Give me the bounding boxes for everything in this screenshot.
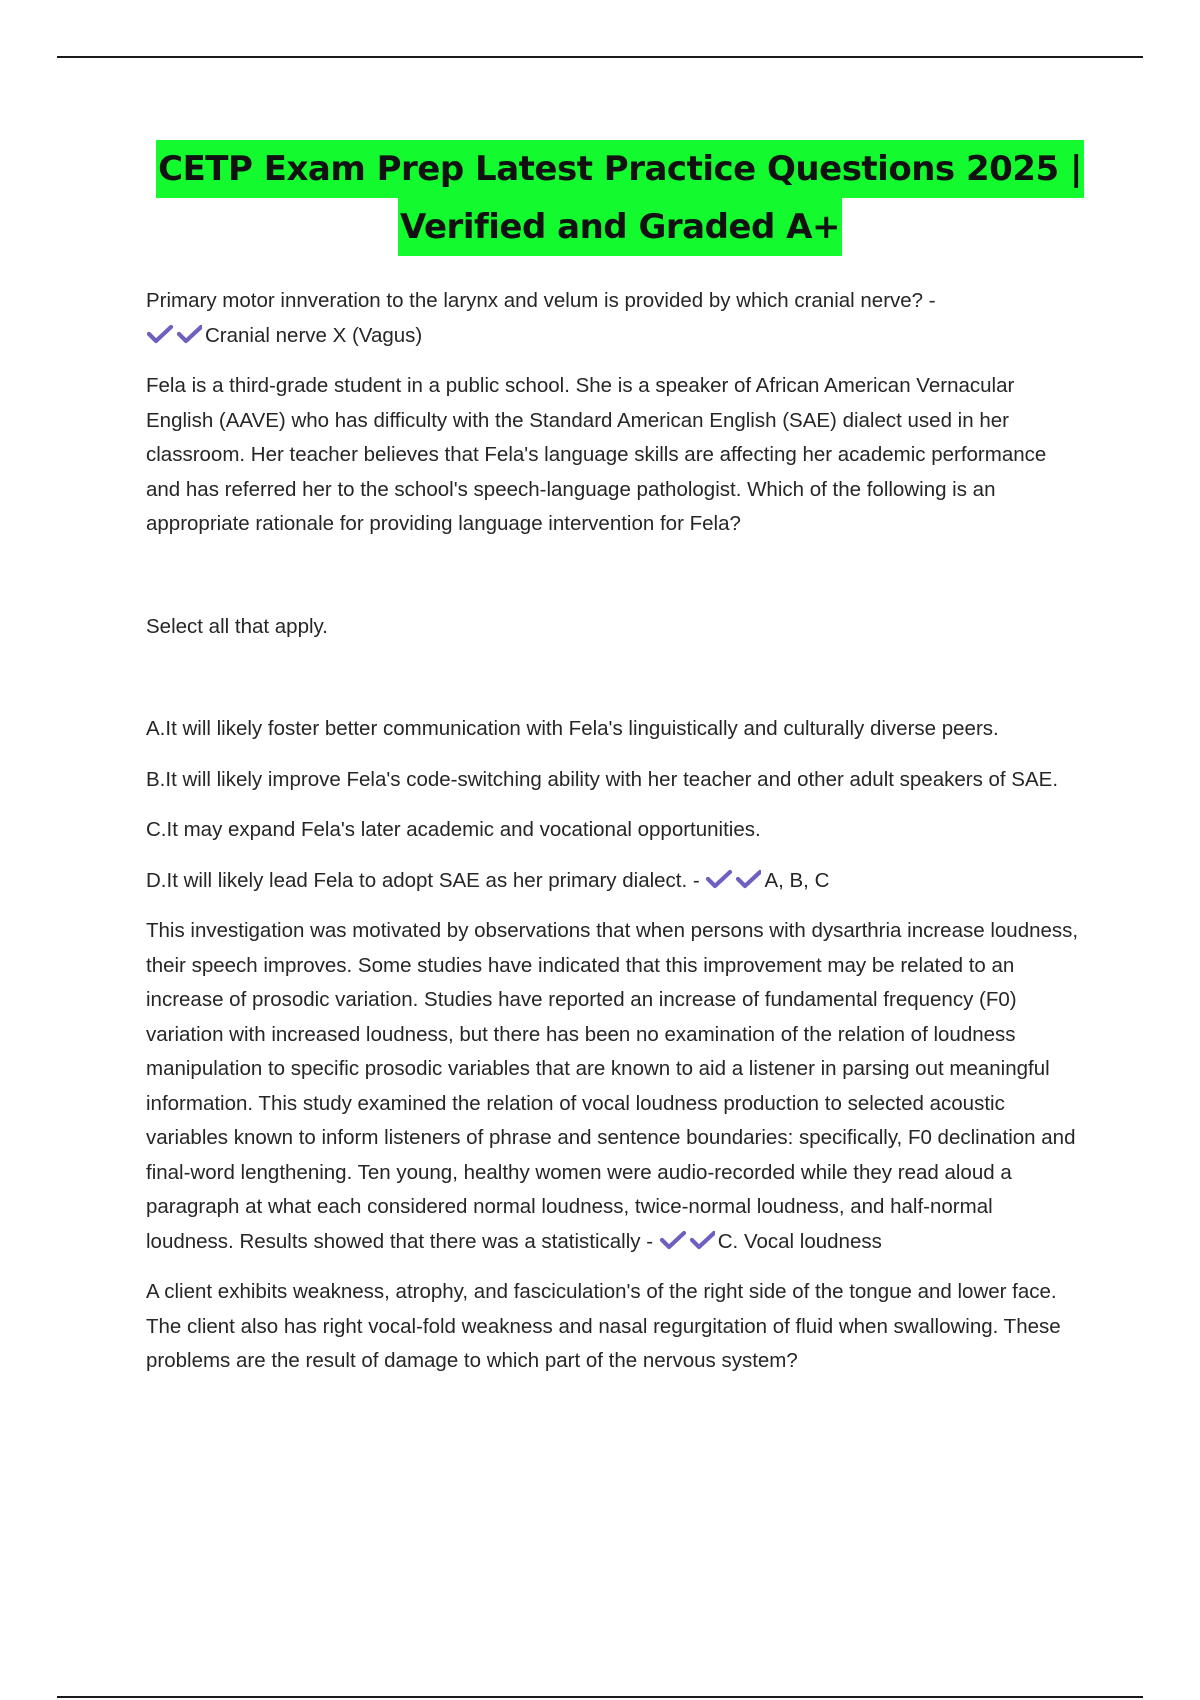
question-2-option-d [146, 864, 1086, 899]
question-4: A client exhibits weakness, atrophy, and fasciculation's of the right side of the tongue and lower face. The client also has right vocal-fold weakness and nasal regurgitation of fluid when swallowing. These problems are the result of damage to which part of the nervous system? [146, 1280, 1061, 1372]
question-1-answer [146, 324, 422, 347]
question-2-instruction: Select all that apply. [146, 614, 328, 638]
question-2-answer-text: A, B, C [764, 868, 830, 892]
top-rule [57, 56, 1143, 58]
question-3 [146, 914, 1086, 1259]
question-1 [146, 284, 1086, 353]
question-1-answer-text: Cranial nerve X (Vagus) [205, 323, 423, 347]
questions-body [146, 284, 1086, 1395]
question-2-option-c: C.It may expand Fela's later academic and vocational opportunities. [146, 818, 761, 841]
title-line-1: CETP Exam Prep Latest Practice Questions 2025 | [156, 140, 1084, 198]
checkmark-icon [146, 323, 202, 345]
checkmark-icon [705, 868, 761, 890]
question-3-answer [659, 1230, 882, 1253]
question-2-stem: Fela is a third-grade student in a public school. She is a speaker of African American Vernacular English (AAVE) who has difficulty with the Standard American English (SAE) dialect used in her classroom. Her teacher believes that Fela's language skills are affecting her academic performance and has referred her to the school's speech-language pathologist. Which of the following is an appropriate rationale for providing language intervention for Fela? [146, 374, 1047, 535]
title-line-2: Verified and Graded A+ [398, 198, 842, 256]
document-title [130, 140, 1110, 256]
question-1-text: Primary motor innveration to the larynx and velum is provided by which cranial nerve? - [146, 289, 936, 312]
bottom-rule [57, 1696, 1143, 1698]
question-2-option-b: B.It will likely improve Fela's code-switching ability with her teacher and other adult speakers of SAE. [146, 767, 1059, 791]
question-3-text: This investigation was motivated by observations that when persons with dysarthria increase loudness, their speech improves. Some studies have indicated that this improvement may be related to an increase of prosodic variation. Studies have reported an increase of fundamental frequency (F0) variation with increased loudness, but there has been no examination of the relation of loudness manipulation to specific prosodic variables that are known to aid a listener in parsing out meaningful information. This study examined the relation of vocal loudness production to selected acoustic variables known to inform listeners of phrase and sentence boundaries: specifically, F0 declination and final-word lengthening. Ten young, healthy women were audio-recorded while they read aloud a paragraph at what each considered normal loudness, twice-normal loudness, and half-normal loudness. Results showed that there was a statistically - [146, 919, 1079, 1253]
question-3-answer-text: C. Vocal loudness [717, 1229, 882, 1253]
checkmark-icon [659, 1229, 715, 1251]
question-2-answer [705, 869, 829, 892]
question-2-option-d-text: D.It will likely lead Fela to adopt SAE as her primary dialect. - [146, 868, 700, 892]
question-2-option-a: A.It will likely foster better communication with Fela's linguistically and culturally diverse peers. [146, 717, 999, 740]
